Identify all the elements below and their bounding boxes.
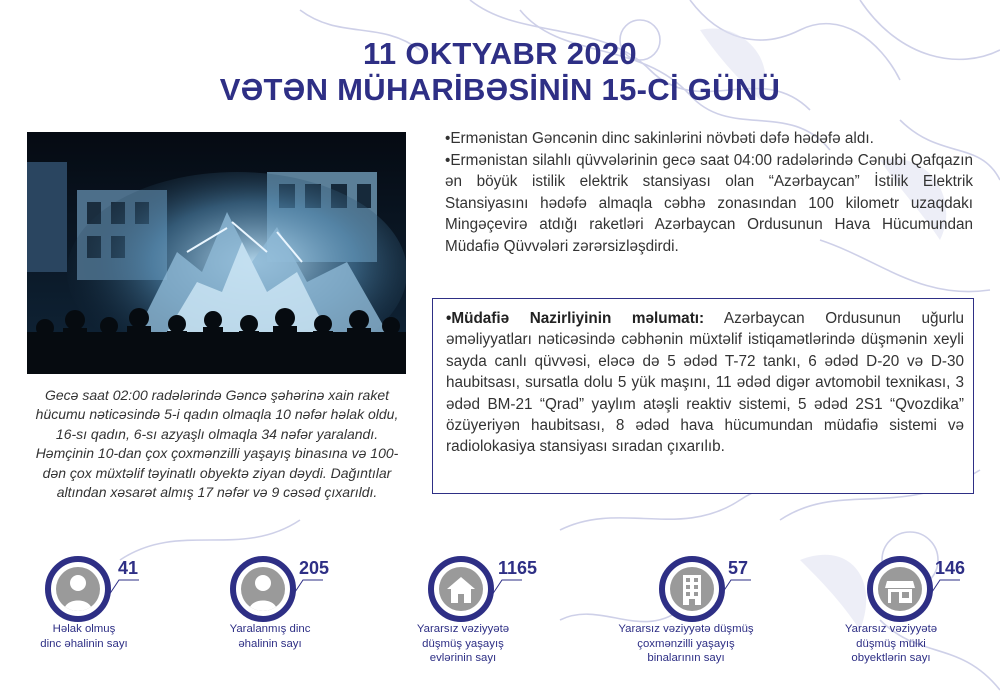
title-heading: VƏTƏN MÜHARİBƏSİNİN 15-Cİ GÜNÜ — [219, 72, 781, 107]
stat-value: 146 — [935, 558, 966, 578]
person-icon — [56, 567, 100, 611]
stat-damaged-houses — [368, 556, 558, 696]
stat-label: Həlak olmuş dinc əhalinin sayı — [40, 623, 128, 650]
stat-leader-line — [285, 576, 325, 606]
person-icon — [241, 567, 285, 611]
ministry-info-body: Azərbaycan Ordusunun uğurlu əməliyyatları nəticəsində cəbhənin müxtəlif istiqamətlərində düşmənin xeyli sayda canlı qüvvəsi, eləcə də 5 ədəd T-72 tankı, 6 ədəd D-20 və D-30 haubitsası, sursatla dolu 5 yük maşını, 11 ədəd digər avtomobil texnikası, 3 ədəd BM-21 “Qrad” yaylım atəşli reaktiv sistemi, 5 ədəd 2S1 “Qvozdika” özüyeriyən haubitsası, 8 ədəd hava hücumundan müdafiə sistemi və radiolokasiya stansiyası sıradan çıxarılıb. — [446, 310, 964, 456]
stat-damaged-apartment-buildings — [591, 556, 781, 696]
stat-label: Yararsız vəziyyətə düşmüş mülki obyektlərin sayı — [844, 623, 938, 664]
news-bullet-power-station: •Ermənistan silahlı qüvvələrinin gecə saat 04:00 radələrində Cənubi Qafqazın ən böyük istilik elektrik stansiyası olan “Azərbaycan” İstilik Elektrik Stansiyasını hədəfə almaqla cəbhə zonasından 100 kilometr uzaqdakı Mingəçevirə atdığı raketləri Azərbaycan Ordusunun Hava Hücumundan Müdafiə Qüvvələri zərərsizləşdirdi. — [445, 151, 973, 255]
stat-value: 1165 — [498, 558, 538, 578]
ministry-info-box — [432, 298, 974, 494]
stat-damaged-civil-objects — [796, 556, 986, 696]
shop-icon — [878, 567, 922, 611]
stat-injured-civilians — [175, 556, 365, 696]
stat-leader-line — [101, 576, 141, 606]
stat-killed-civilians — [0, 556, 179, 696]
destroyed-building-photo — [27, 132, 406, 374]
stat-label: Yararsız vəziyyətə düşmüş çoxmənzilli yaşayış binalarının sayı — [618, 623, 754, 664]
ministry-info-lead: •Müdafiə Nazirliyinin məlumatı: — [446, 310, 705, 327]
stat-leader-line — [922, 576, 962, 606]
stat-leader-line — [484, 576, 524, 606]
news-bullet-gence: •Ermənistan Gəncənin dinc sakinlərini növbəti dəfə hədəfə aldı. — [445, 130, 874, 147]
news-bullets — [445, 128, 973, 258]
house-icon — [439, 567, 483, 611]
building-icon — [670, 567, 714, 611]
stat-leader-line — [713, 576, 753, 606]
stat-label: Yaralanmış dinc əhalinin sayı — [229, 623, 311, 650]
stat-value: 57 — [728, 558, 749, 578]
photo-caption: Gecə saat 02:00 radələrində Gəncə şəhərinə xain raket hücumu nəticəsində 5-i qadın olmaqla 10 nəfər həlak oldu, 16-sı qadın, 6-sı azyaşlı olmaqla 34 nəfər yaralandı. Həmçinin 10-dan çox çoxmənzilli yaşayış binasına və 100-dən çox müxtəlif təyinatlı obyektə ziyan dəydi. Dağıntılar altından xəsarət almış 17 nəfər və 9 cəsəd çıxarıldı. — [35, 387, 399, 501]
stat-value: 41 — [118, 558, 139, 578]
title-date: 11 OKTYABR 2020 — [363, 36, 637, 71]
page-title — [0, 36, 1000, 108]
stat-label: Yararsız vəziyyətə düşmüş yaşayış evlərinin sayı — [416, 623, 510, 664]
stat-value: 205 — [299, 558, 330, 578]
